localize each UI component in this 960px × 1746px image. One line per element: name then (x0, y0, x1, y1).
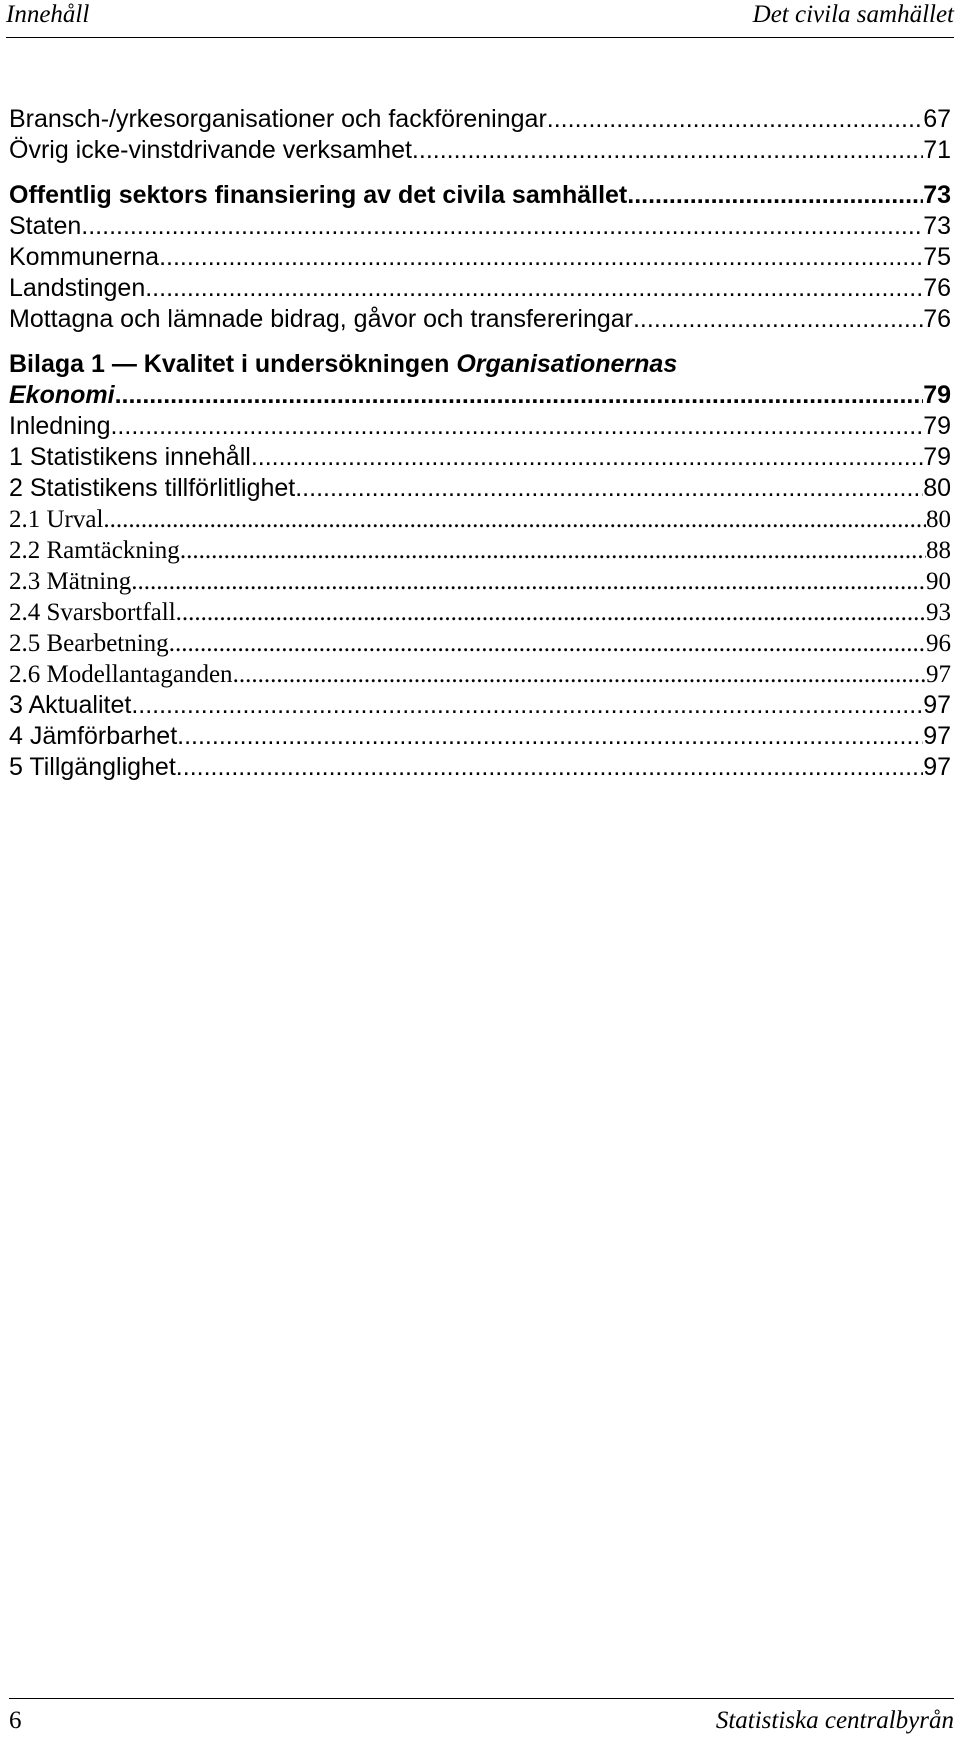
toc-entry-label: Kommunerna (9, 243, 160, 271)
dot-leader (233, 659, 926, 690)
dot-leader (115, 380, 924, 411)
toc-appendix-entry[interactable] (9, 349, 951, 411)
dot-leader (295, 473, 923, 504)
toc-entry[interactable] (9, 104, 951, 135)
dot-leader (251, 442, 923, 473)
toc-subentry[interactable] (9, 504, 951, 535)
toc-subentry[interactable] (9, 535, 951, 566)
toc-entry-label: Bransch-/yrkesorganisationer och fackföreningar (9, 105, 547, 133)
toc-entry-page: 93 (926, 599, 951, 626)
toc-entry-label: 3 Aktualitet (9, 691, 132, 719)
running-footer (9, 1698, 954, 1739)
dot-leader (145, 273, 923, 304)
toc-entry-page: 79 (923, 381, 951, 409)
toc-appendix-heading-line (9, 349, 951, 380)
toc-entry-label: Staten (9, 212, 82, 240)
footer-page-number: 6 (9, 1707, 22, 1734)
toc-entry[interactable] (9, 442, 951, 473)
dot-leader (412, 135, 923, 166)
table-of-contents (9, 104, 951, 783)
toc-entry-label-italic: Organisationernas (456, 350, 678, 378)
toc-entry-page: 96 (926, 630, 951, 657)
toc-entry-label: 2 Statistikens tillförlitlighet (9, 474, 296, 502)
toc-entry-page: 97 (923, 753, 951, 781)
toc-entry[interactable] (9, 411, 951, 442)
toc-subentry[interactable] (9, 597, 951, 628)
dot-leader (169, 628, 926, 659)
toc-entry-label: 5 Tillgänglighet (9, 753, 176, 781)
dot-leader (176, 597, 926, 628)
running-header (6, 0, 954, 38)
toc-entry[interactable] (9, 304, 951, 335)
toc-entry-label: 2.4 Svarsbortfall (9, 599, 176, 626)
toc-entry-page: 71 (923, 136, 951, 164)
header-publication-title: Det civila samhället (752, 1, 954, 28)
toc-entry-label: 2.2 Ramtäckning (9, 537, 180, 564)
toc-entry-page: 80 (923, 474, 951, 502)
toc-entry-page: 97 (923, 691, 951, 719)
toc-entry-page: 73 (923, 181, 951, 209)
toc-entry-label: Landstingen (9, 274, 146, 302)
toc-entry[interactable] (9, 473, 951, 504)
dot-leader (627, 180, 923, 211)
dot-leader (103, 504, 926, 535)
toc-entry-label: Offentlig sektors finansiering av det civila samhället (9, 181, 628, 209)
toc-entry-label: 2.6 Modellantaganden (9, 661, 233, 688)
toc-entry-label-continued: Ekonomi (9, 381, 115, 409)
toc-entry-label: 2.3 Mätning (9, 568, 132, 595)
toc-entry[interactable] (9, 690, 951, 721)
toc-entry-label-prefix: Bilaga 1 — Kvalitet i undersökningen (9, 350, 457, 378)
toc-entry-page: 76 (923, 305, 951, 333)
toc-entry-page: 67 (923, 105, 951, 133)
footer-publisher: Statistiska centralbyrån (715, 1707, 954, 1734)
toc-entry-page: 75 (923, 243, 951, 271)
toc-entry-label: Övrig icke-vinstdrivande verksamhet (9, 136, 412, 164)
dot-leader (110, 411, 923, 442)
toc-entry-label: 2.1 Urval (9, 506, 104, 533)
toc-subentry[interactable] (9, 566, 951, 597)
toc-entry-page: 79 (923, 412, 951, 440)
toc-appendix-heading-line-2 (9, 380, 951, 411)
toc-entry-label: Mottagna och lämnade bidrag, gåvor och transfereringar (9, 305, 633, 333)
toc-entry[interactable] (9, 242, 951, 273)
toc-entry[interactable] (9, 273, 951, 304)
toc-chapter-entry[interactable] (9, 180, 951, 211)
toc-entry-page: 88 (926, 537, 951, 564)
toc-entry-label: 4 Jämförbarhet (9, 722, 178, 750)
toc-entry[interactable] (9, 721, 951, 752)
toc-entry-page: 90 (926, 568, 951, 595)
dot-leader (547, 104, 923, 135)
dot-leader (131, 690, 923, 721)
header-section-title: Innehåll (6, 1, 90, 28)
toc-entry[interactable] (9, 752, 951, 783)
toc-entry-label: 2.5 Bearbetning (9, 630, 169, 657)
toc-entry-label: Inledning (9, 412, 111, 440)
toc-entry-page: 80 (926, 506, 951, 533)
toc-entry-page: 97 (923, 722, 951, 750)
toc-entry[interactable] (9, 135, 951, 166)
toc-entry-page: 73 (923, 212, 951, 240)
dot-leader (633, 304, 923, 335)
dot-leader (180, 535, 926, 566)
toc-entry-page: 76 (923, 274, 951, 302)
dot-leader (81, 211, 923, 242)
dot-leader (176, 752, 923, 783)
toc-entry-label: 1 Statistikens innehåll (9, 443, 251, 471)
dot-leader (131, 566, 926, 597)
dot-leader (159, 242, 923, 273)
dot-leader (177, 721, 923, 752)
toc-entry-page: 79 (923, 443, 951, 471)
toc-subentry[interactable] (9, 659, 951, 690)
toc-subentry[interactable] (9, 628, 951, 659)
toc-entry[interactable] (9, 211, 951, 242)
toc-entry-page: 97 (926, 661, 951, 688)
